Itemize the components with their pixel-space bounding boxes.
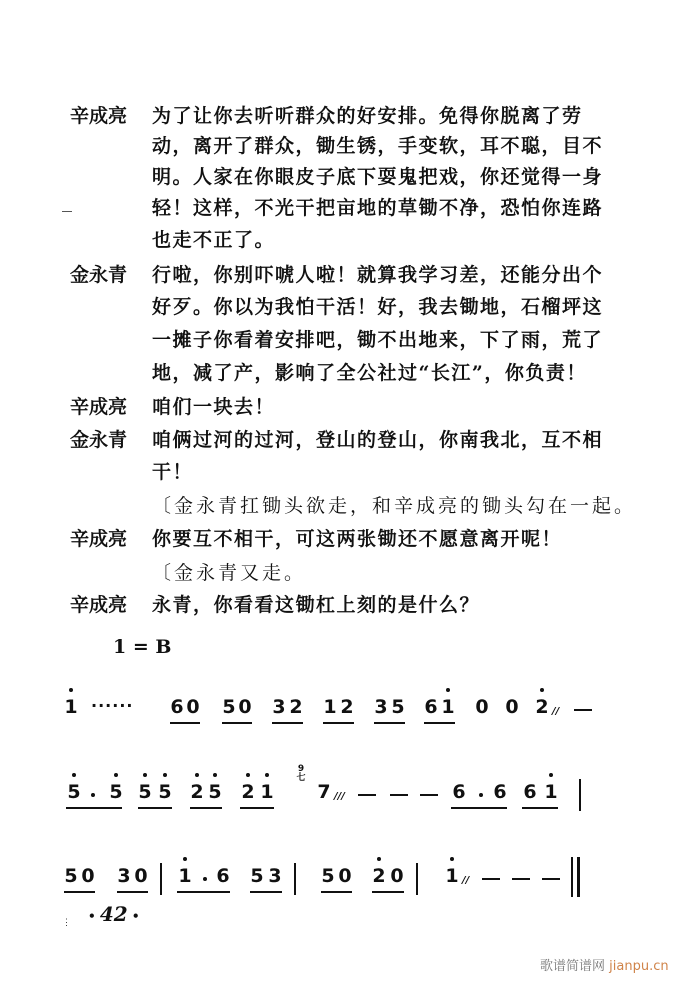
key-signature: 1 = B	[113, 636, 172, 658]
note: 5	[138, 781, 152, 803]
low-octave-dot	[213, 773, 217, 777]
dialogue-line: 干！	[152, 461, 194, 483]
note: 3	[117, 865, 131, 887]
augmentation-dot	[479, 793, 483, 797]
note: 3	[268, 865, 282, 887]
stage-direction: 〔金永青扛锄头欲走，和辛成亮的锄头勾在一起。	[152, 495, 637, 517]
augmentation-dot	[203, 877, 207, 881]
dialogue-line: 也走不正了。	[152, 229, 276, 251]
note: 5	[222, 696, 236, 718]
dialogue-line: 地，减了产，影响了全公社过“长江”，你负责！	[152, 362, 587, 384]
note: 3	[272, 696, 286, 718]
note: 5	[109, 781, 123, 803]
note: 6	[216, 865, 230, 887]
underline	[64, 891, 95, 893]
watermark	[540, 955, 669, 974]
underline	[190, 807, 222, 809]
note: 1	[260, 781, 274, 803]
fermata-dots: ······	[91, 696, 134, 715]
final-barline-thin	[571, 857, 573, 897]
dialogue-line: 你要互不相干，可这两张锄还不愿意离开呢！	[152, 528, 563, 550]
note: 0	[186, 696, 200, 718]
barline	[294, 863, 296, 895]
underline	[374, 722, 405, 724]
underline	[424, 722, 455, 724]
dialogue-line: 为了让你去听听群众的好安排。免得你脱离了劳	[152, 105, 583, 127]
edge-mark: ⋮	[62, 918, 71, 928]
underline	[117, 891, 148, 893]
underline	[170, 722, 200, 724]
notation-line-1	[0, 676, 690, 736]
note: 1	[544, 781, 558, 803]
dialogue-line: 轻！这样，不光干把亩地的草锄不净，恐怕你连路	[152, 197, 604, 219]
dialogue-line: 好歹。你以为我怕干活！好，我去锄地，石榴坪这	[152, 296, 604, 318]
high-octave-dot	[377, 857, 381, 861]
note: 5	[250, 865, 264, 887]
high-octave-dot	[446, 688, 450, 692]
underline	[323, 722, 354, 724]
extension-dash	[574, 709, 592, 711]
speaker-name: 辛成亮	[70, 105, 128, 127]
page-number: • 42 •	[88, 902, 140, 926]
underline	[250, 891, 282, 893]
high-octave-dot	[183, 857, 187, 861]
high-octave-dot	[549, 773, 553, 777]
low-octave-dot	[246, 773, 250, 777]
note: 0	[238, 696, 252, 718]
low-octave-dot	[114, 773, 118, 777]
note: 2	[372, 865, 386, 887]
low-octave-dot	[163, 773, 167, 777]
dialogue-line: 永青，你看看这锄杠上刻的是什么？	[152, 594, 481, 616]
high-octave-dot	[450, 857, 454, 861]
note: 6	[523, 781, 537, 803]
note: 2	[190, 781, 204, 803]
note: 6	[452, 781, 466, 803]
note: 5	[67, 781, 81, 803]
note: 0	[338, 865, 352, 887]
speaker-name: 金永青	[70, 264, 128, 286]
underline	[66, 807, 122, 809]
note: 2	[535, 696, 549, 718]
speaker-name: 金永青	[70, 429, 128, 451]
underline	[272, 722, 303, 724]
tremolo-mark: //	[552, 706, 560, 717]
dialogue-line: 咱俩过河的过河，登山的登山，你南我北，互不相	[152, 429, 604, 451]
barline	[160, 863, 162, 895]
speaker-name: 辛成亮	[70, 396, 128, 418]
note: 3	[374, 696, 388, 718]
low-octave-dot	[265, 773, 269, 777]
underline	[177, 891, 230, 893]
extension-dash	[390, 794, 408, 796]
high-octave-dot	[540, 688, 544, 692]
extension-dash	[512, 878, 530, 880]
extension-dash	[358, 794, 376, 796]
note: 0	[134, 865, 148, 887]
underline	[222, 722, 252, 724]
margin-mark	[62, 211, 72, 212]
barline	[579, 779, 581, 811]
note: 1	[178, 865, 192, 887]
note: 1	[445, 865, 459, 887]
note: 6	[493, 781, 507, 803]
note: 6	[424, 696, 438, 718]
note: 0	[475, 696, 489, 718]
barline	[416, 863, 418, 895]
note: 5	[208, 781, 222, 803]
note: 6	[170, 696, 184, 718]
underline	[451, 807, 507, 809]
note: 1	[64, 696, 78, 718]
extension-dash	[482, 878, 500, 880]
underline	[240, 807, 274, 809]
note: 0	[81, 865, 95, 887]
dialogue-line: 咱们一块去！	[152, 396, 276, 418]
stage-direction: 〔金永青又走。	[152, 562, 307, 584]
underline	[138, 807, 172, 809]
speaker-name: 辛成亮	[70, 594, 128, 616]
high-octave-dot	[69, 688, 73, 692]
notation-line-3	[0, 845, 690, 905]
augmentation-dot	[91, 793, 95, 797]
note: 5	[321, 865, 335, 887]
low-octave-dot	[195, 773, 199, 777]
note: 0	[505, 696, 519, 718]
dialogue-line: 明。人家在你眼皮子底下耍鬼把戏，你还觉得一身	[152, 166, 604, 188]
extension-dash	[420, 794, 438, 796]
notation-line-2	[0, 761, 690, 821]
note: 1	[441, 696, 455, 718]
note: 2	[241, 781, 255, 803]
extension-dash	[542, 878, 560, 880]
dialogue-line: 一摊子你看着安排吧，锄不出地来，下了雨，荒了	[152, 329, 604, 351]
note: 2	[340, 696, 354, 718]
note: 5	[391, 696, 405, 718]
watermark-cn: 歌谱简谱网	[540, 959, 606, 974]
dialogue-line: 动，离开了群众，锄生锈，手变软，耳不聪，目不	[152, 135, 604, 157]
note: 0	[390, 865, 404, 887]
underline	[372, 891, 404, 893]
note: 5	[158, 781, 172, 803]
tremolo-mark: ///	[334, 791, 345, 802]
dialogue-line: 行啦，你别吓唬人啦！就算我学习差，还能分出个	[152, 264, 604, 286]
tremolo-mark: //	[462, 875, 470, 886]
note: 5	[64, 865, 78, 887]
note: 7	[317, 781, 331, 803]
low-octave-dot	[72, 773, 76, 777]
underline	[321, 891, 352, 893]
note: 1	[323, 696, 337, 718]
speaker-name: 辛成亮	[70, 528, 128, 550]
note: 2	[289, 696, 303, 718]
watermark-site: jianpu.cn	[609, 959, 669, 974]
grace-note: 9 七	[296, 764, 306, 783]
final-barline-thick	[577, 857, 580, 897]
low-octave-dot	[143, 773, 147, 777]
underline	[522, 807, 558, 809]
